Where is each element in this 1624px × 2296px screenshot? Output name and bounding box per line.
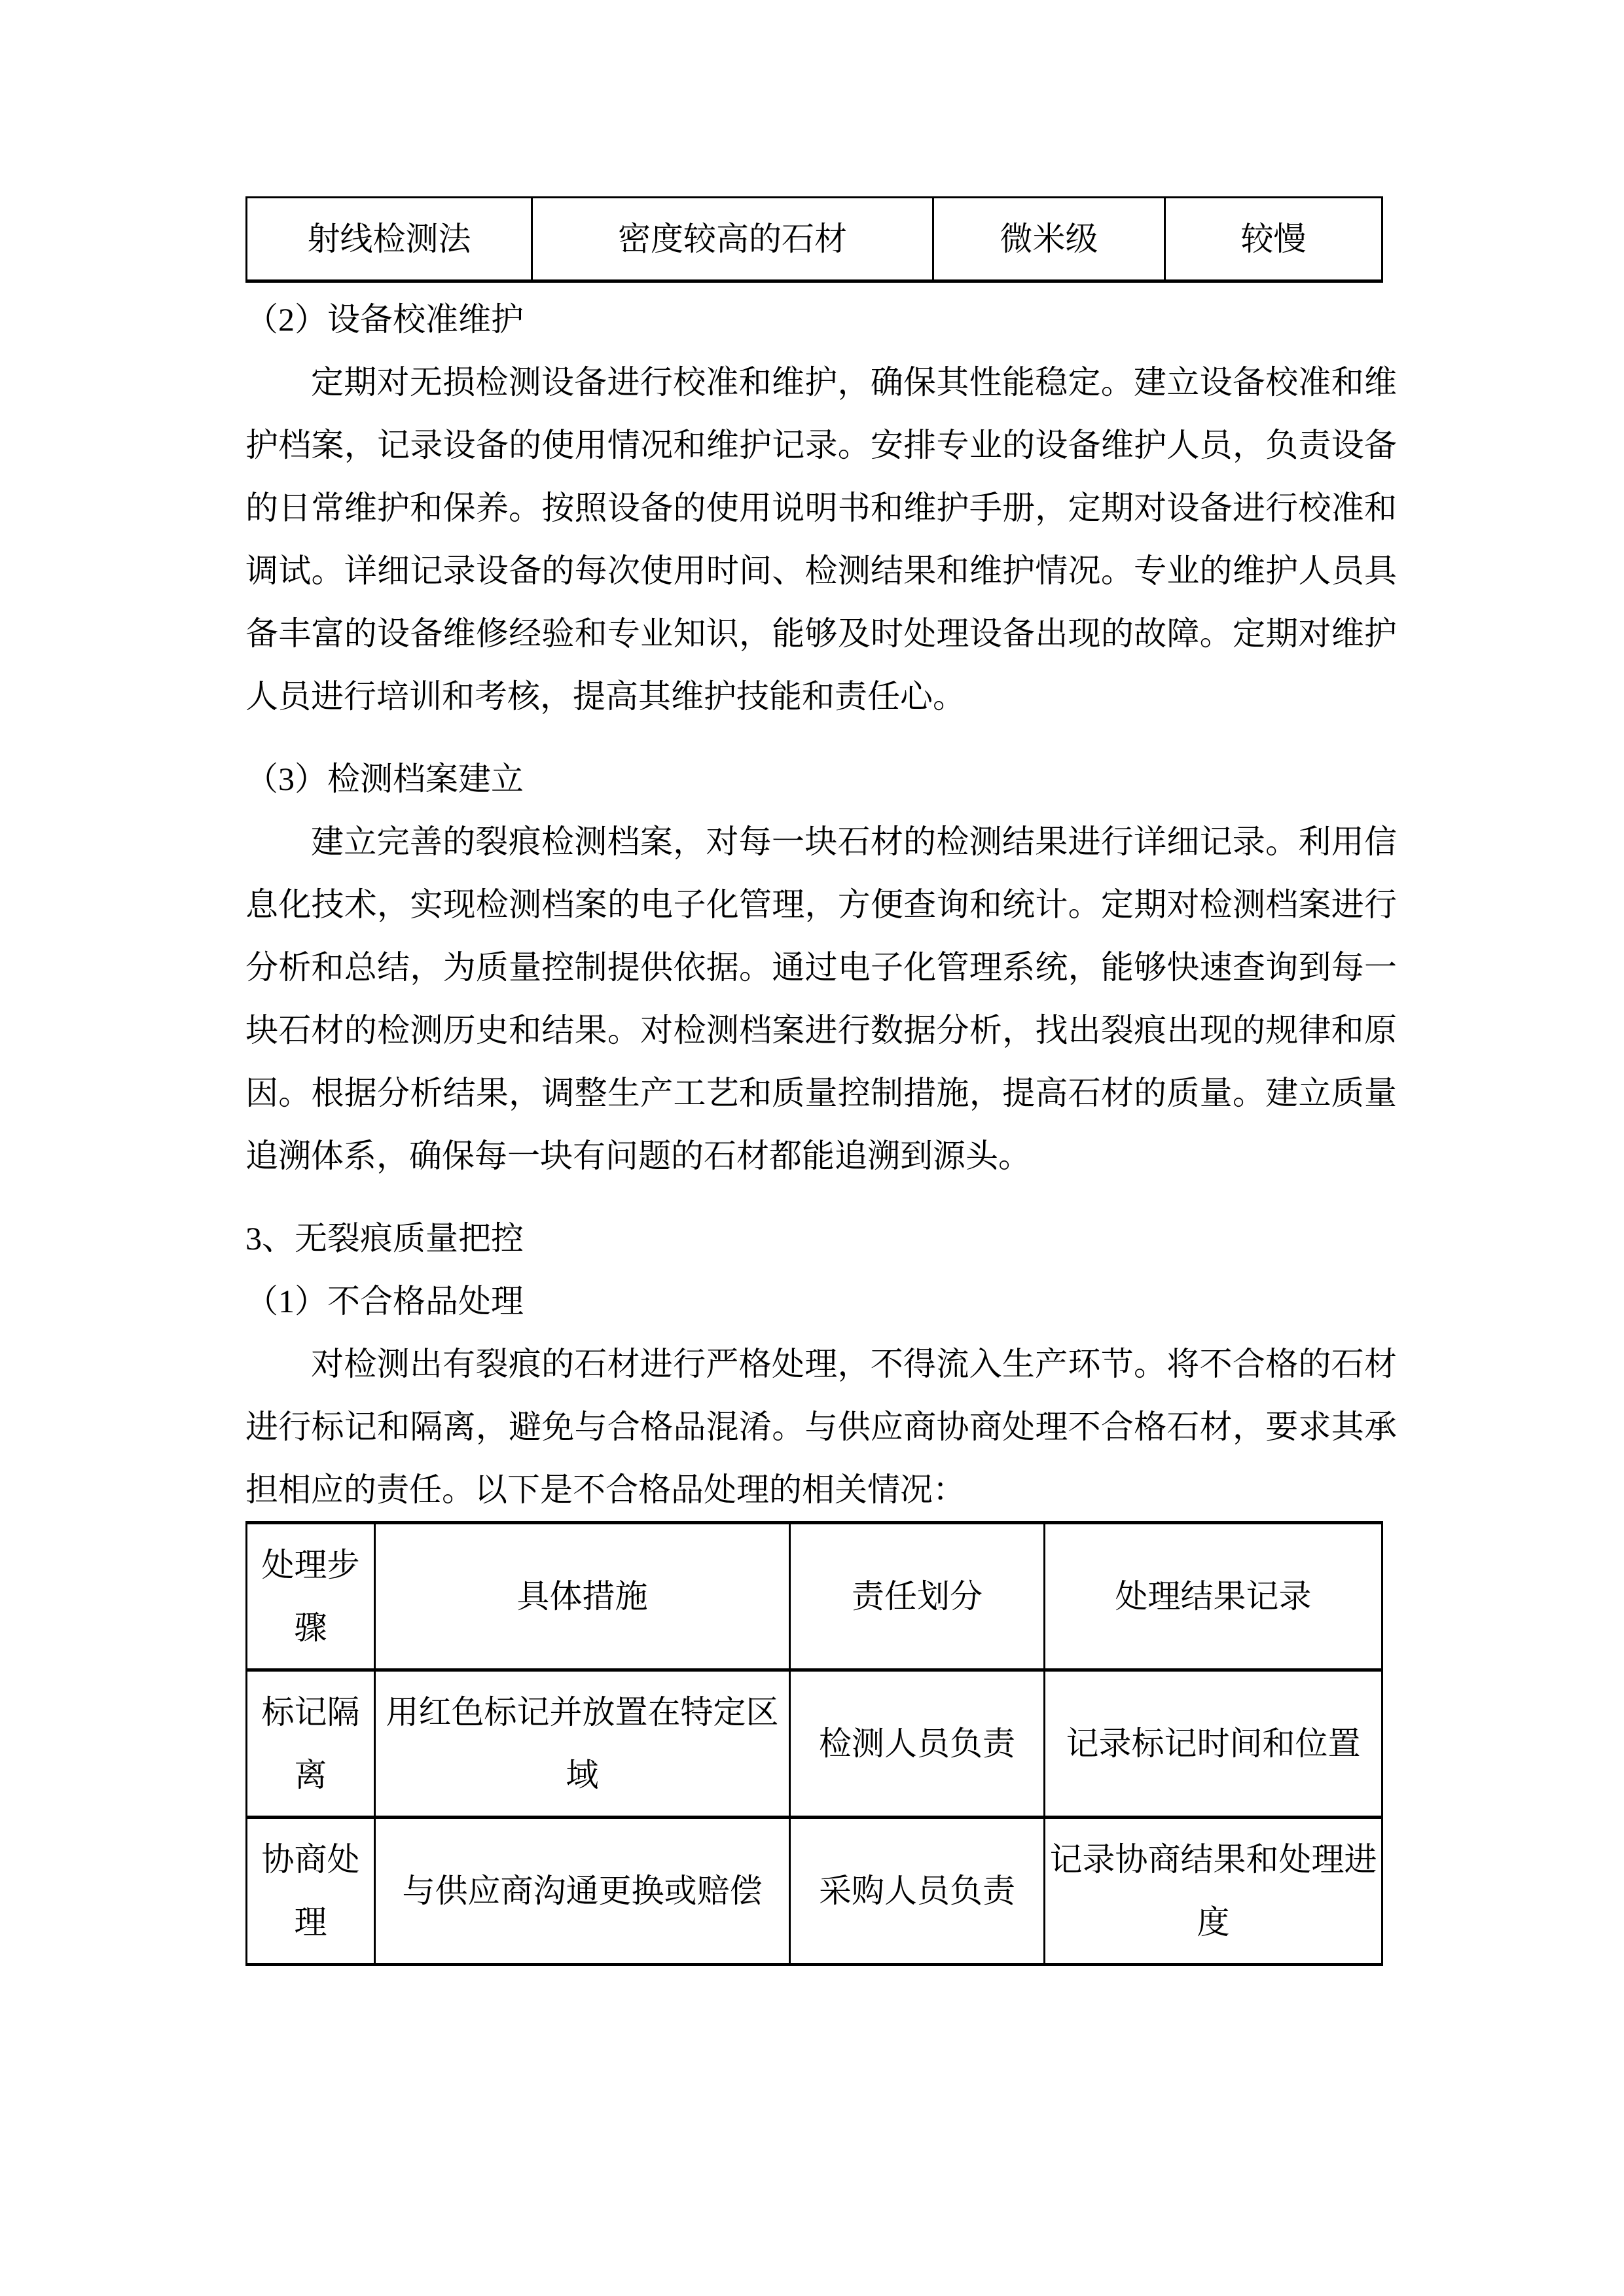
paragraph-equipment-calibration: 定期对无损检测设备进行校准和维护，确保其性能稳定。建立设备校准和维护档案，记录设备的使用情况和维护记录。安排专业的设备维护人员，负责设备的日常维护和保养。按照设备的使用说明书和维护手册，定期对设备进行校准和调试。详细记录设备的每次使用时间、检测结果和维护情况。专业的维护人员具备丰富的设备维修经验和专业知识，能够及时处理设备出现的故障。定期对维护人员进行培训和考核，提高其维护技能和责任心。 (245, 364, 1397, 715)
table-cell: 较慢 (1165, 198, 1382, 281)
heading-equipment-calibration: （2）设备校准维护 (245, 301, 524, 338)
table-cell: 射线检测法 (247, 198, 532, 281)
table-row (247, 1670, 1382, 1818)
column-header: 处理结果记录 (1045, 1523, 1382, 1670)
paragraph-archive-establishment: 建立完善的裂痕检测档案，对每一块石材的检测结果进行详细记录。利用信息化技术，实现检测档案的电子化管理，方便查询和统计。定期对检测档案进行分析和总结，为质量控制提供依据。通过电子化管理系统，能够快速查询到每一块石材的检测历史和结果。对检测档案进行数据分析，找出裂痕出现的规律和原因。根据分析结果，调整生产工艺和质量控制措施，提高石材的质量。建立质量追溯体系，确保每一块有问题的石材都能追溯到源头。 (245, 823, 1397, 1174)
table-cell: 记录标记时间和位置 (1045, 1670, 1382, 1818)
table-cell: 记录协商结果和处理进度 (1045, 1818, 1382, 1965)
column-header: 处理步骤 (247, 1523, 375, 1670)
column-header: 具体措施 (375, 1523, 790, 1670)
table-cell: 与供应商沟通更换或赔偿 (375, 1818, 790, 1965)
table-cell: 微米级 (933, 198, 1165, 281)
table-cell: 采购人员负责 (790, 1818, 1045, 1965)
heading-nonconforming-handling: （1）不合格品处理 (245, 1283, 524, 1319)
table-cell: 用红色标记并放置在特定区域 (375, 1670, 790, 1818)
table-row (247, 1818, 1382, 1965)
table-cell: 标记隔离 (247, 1670, 375, 1818)
table-cell: 密度较高的石材 (532, 198, 933, 281)
table-cell: 检测人员负责 (790, 1670, 1045, 1818)
table-header-row (247, 1523, 1382, 1670)
detection-methods-table (245, 196, 1383, 283)
column-header: 责任划分 (790, 1523, 1045, 1670)
table-cell: 协商处理 (247, 1818, 375, 1965)
heading-archive-establishment: （3）检测档案建立 (245, 761, 524, 797)
table-row (247, 198, 1382, 281)
paragraph-nonconforming-handling: 对检测出有裂痕的石材进行严格处理，不得流入生产环节。将不合格的石材进行标记和隔离，避免与合格品混淆。与供应商协商处理不合格石材，要求其承担相应的责任。以下是不合格品处理的相关情况： (245, 1346, 1397, 1508)
nonconforming-handling-table (245, 1521, 1383, 1966)
heading-crack-free-quality-control: 3、无裂痕质量把控 (245, 1220, 524, 1257)
